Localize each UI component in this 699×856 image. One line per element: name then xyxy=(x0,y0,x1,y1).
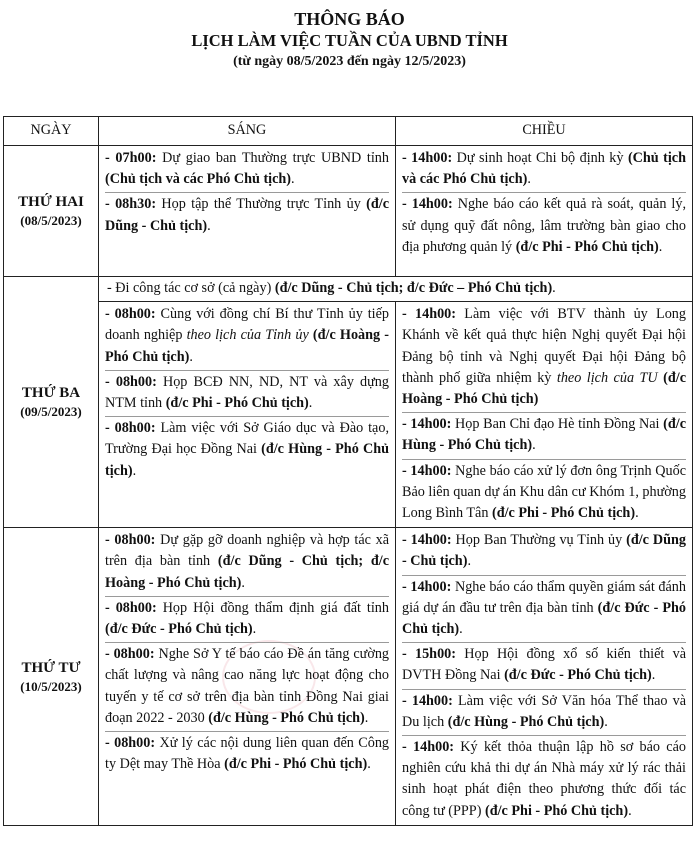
list-item: - 07h00: Dự giao ban Thường trực UBND tỉnh (Chủ tịch và các Phó Chủ tịch). xyxy=(105,147,389,193)
list-item: - 08h00: Dự gặp gỡ doanh nghiệp và hợp tác xã trên địa bàn tỉnh (đ/c Dũng - Chủ tịch; đ/c Hoàng - Phó Chủ tịch). xyxy=(105,529,389,597)
header-morning: SÁNG xyxy=(99,117,396,146)
list-item: - 08h00: Họp BCĐ NN, ND, NT và xây dựng NTM tỉnh (đ/c Phi - Phó Chủ tịch). xyxy=(105,371,389,417)
list-item: - 08h00: Nghe Sở Y tế báo cáo Đề án tăng cường chất lượng và nâng cao năng lực hoạt động cho tuyến y tế cơ sở trên địa bàn tỉnh Đồng Nai giai đoạn 2022 - 2030 (đ/c Hùng - Phó Chủ tịch). xyxy=(105,643,389,732)
date-range: (từ ngày 08/5/2023 đến ngày 12/5/2023) xyxy=(233,54,466,69)
table-row-wednesday xyxy=(4,528,693,826)
table-row-monday xyxy=(4,146,693,277)
afternoon-cell-tuesday xyxy=(396,302,693,528)
header-afternoon: CHIỀU xyxy=(396,117,693,146)
list-item: - 15h00: Họp Hội đồng xổ số kiến thiết và DVTH Đồng Nai (đ/c Đức - Phó Chủ tịch). xyxy=(402,643,686,689)
list-item: - 14h00: Nghe báo cáo thẩm quyền giám sát đánh giá dự án đầu tư trên địa bàn tỉnh (đ/c Đức - Phó Chủ tịch). xyxy=(402,576,686,644)
list-item: - 08h30: Họp tập thể Thường trực Tỉnh ủy (đ/c Dũng - Chủ tịch). xyxy=(105,196,389,234)
morning-cell-monday xyxy=(99,146,396,277)
list-item: - 14h00: Làm việc với BTV thành ủy Long Khánh về kết quả thực hiện Nghị quyết Đại hội Đảng bộ tỉnh và Nghị quyết Đại hội Đảng bộ thành phố giữa nhiệm kỳ theo lịch của TU (đ/c Hoàng - Phó Chủ tịch) xyxy=(402,303,686,413)
day-name: THỨ HAI xyxy=(18,194,84,210)
document-header xyxy=(0,0,699,72)
list-item: - 14h00: Nghe báo cáo xử lý đơn ông Trịnh Quốc Bảo liên quan dự án Khu dân cư Khóm 1, phường Long Bình Tân (đ/c Phi - Phó Chủ tịch). xyxy=(402,462,687,522)
list-item: - 14h00: Dự sinh hoạt Chi bộ định kỳ (Chủ tịch và các Phó Chủ tịch). xyxy=(402,147,686,193)
day-cell-tuesday xyxy=(4,277,99,528)
day-name: THỨ BA xyxy=(21,385,81,402)
header-day: NGÀY xyxy=(4,117,99,146)
list-item: - 08h00: Họp Hội đồng thẩm định giá đất tỉnh (đ/c Đức - Phó Chủ tịch). xyxy=(105,597,389,643)
table-row-tuesday-fullday xyxy=(4,277,693,302)
document-subtitle: LỊCH LÀM VIỆC TUẦN CỦA UBND TỈNH xyxy=(191,31,508,50)
fullday-cell-tuesday: - Đi công tác cơ sở (cả ngày) (đ/c Dũng - Chủ tịch; đ/c Đức – Phó Chủ tịch). xyxy=(99,277,693,302)
afternoon-cell-wednesday xyxy=(396,528,693,826)
day-name: THỨ TƯ xyxy=(21,659,81,676)
document-title: THÔNG BÁO xyxy=(294,9,405,29)
morning-cell-wednesday xyxy=(99,528,396,826)
list-item: - 08h00: Xử lý các nội dung liên quan đến Công ty Dệt may Thề Hòa (đ/c Phi - Phó Chủ tịch). xyxy=(105,735,390,773)
table-header-row xyxy=(4,117,693,146)
list-item: - 08h00: Cùng với đồng chí Bí thư Tỉnh ủy tiếp doanh nghiệp theo lịch của Tỉnh ủy (đ/c Hoàng - Phó Chủ tịch). xyxy=(105,303,389,371)
day-cell-monday xyxy=(4,146,99,277)
schedule-table xyxy=(3,116,693,826)
table-row-tuesday xyxy=(4,302,693,528)
morning-cell-tuesday xyxy=(99,302,396,528)
list-item: - 14h00: Họp Ban Thường vụ Tỉnh ủy (đ/c Dũng - Chủ tịch). xyxy=(402,529,686,575)
list-item: - 14h00: Làm việc với Sở Văn hóa Thể thao và Du lịch (đ/c Hùng - Phó Chủ tịch). xyxy=(402,690,686,736)
day-date: (08/5/2023) xyxy=(20,213,82,228)
list-item: - 14h00: Ký kết thỏa thuận lập hồ sơ báo cáo nghiên cứu khả thi dự án Nhà máy xử lý rác thải sinh hoạt phát điện theo phương thức đối tác công tư (PPP) (đ/c Phi - Phó Chủ tịch). xyxy=(402,739,686,819)
day-date: (09/5/2023) xyxy=(20,404,82,420)
list-item: - 14h00: Nghe báo cáo kết quả rà soát, quản lý, sử dụng quỹ đất nông, lâm trường bàn giao cho địa phương quản lý (đ/c Phi - Phó Chủ tịch). xyxy=(402,196,686,255)
afternoon-cell-monday xyxy=(396,146,693,277)
day-cell-wednesday xyxy=(4,528,99,826)
day-date: (10/5/2023) xyxy=(20,678,82,694)
list-item: - 14h00: Họp Ban Chỉ đạo Hè tỉnh Đồng Nai (đ/c Hùng - Phó Chủ tịch). xyxy=(402,413,686,459)
list-item: - 08h00: Làm việc với Sở Giáo dục và Đào tạo, Trường Đại học Đồng Nai (đ/c Hùng - Phó Chủ tịch). xyxy=(105,420,389,479)
